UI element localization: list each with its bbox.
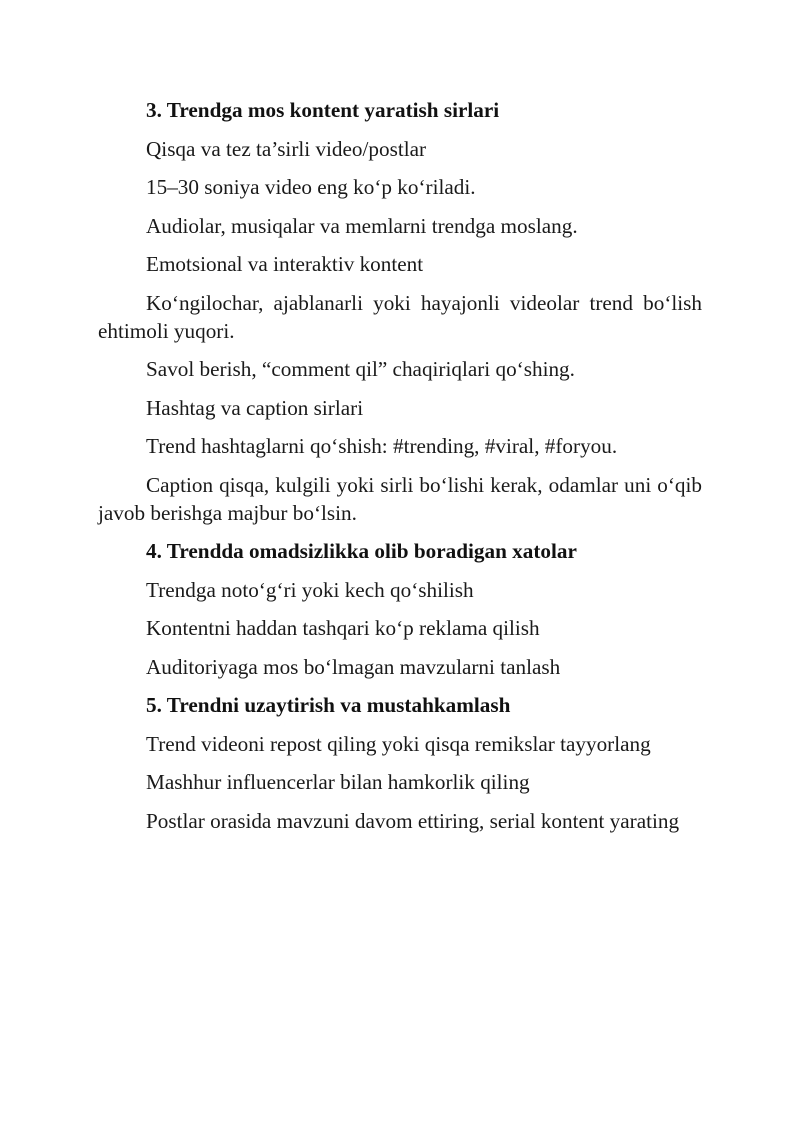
paragraph: Kontentni haddan tashqari ko‘p reklama qilish bbox=[146, 616, 540, 640]
paragraph: Mashhur influencerlar bilan hamkorlik qiling bbox=[146, 770, 530, 794]
section-heading-5: 5. Trendni uzaytirish va mustahkamlash bbox=[146, 693, 511, 717]
section-heading-3: 3. Trendga mos kontent yaratish sirlari bbox=[146, 98, 500, 122]
paragraph: Postlar orasida mavzuni davom ettiring, serial kontent yarating bbox=[146, 808, 680, 833]
paragraph: Trend hashtaglarni qo‘shish: #trending, #viral, #foryou. bbox=[146, 434, 618, 458]
paragraph: 15–30 soniya video eng ko‘p ko‘riladi. bbox=[146, 175, 476, 199]
paragraph: Auditoriyaga mos bo‘lmagan mavzularni tanlash bbox=[146, 654, 561, 679]
document-body bbox=[98, 96, 702, 835]
paragraph: Trendga noto‘g‘ri yoki kech qo‘shilish bbox=[146, 577, 474, 602]
section-heading-4: 4. Trendda omadsizlikka olib boradigan xatolar bbox=[146, 539, 577, 563]
paragraph: Caption qisqa, kulgili yoki sirli bo‘lishi kerak, odamlar uni o‘qib javob berishga majbur bo‘lsin. bbox=[98, 472, 702, 525]
paragraph: Hashtag va caption sirlari bbox=[146, 395, 364, 420]
paragraph: Audiolar, musiqalar va memlarni trendga moslang. bbox=[146, 213, 578, 238]
paragraph: Ko‘ngilochar, ajablanarli yoki hayajonli videolar trend bo‘lish ehtimoli yuqori. bbox=[98, 290, 702, 343]
paragraph: Emotsional va interaktiv kontent bbox=[146, 252, 424, 276]
paragraph: Trend videoni repost qiling yoki qisqa remikslar tayyorlang bbox=[146, 731, 651, 756]
paragraph: Qisqa va tez ta’sirli video/postlar bbox=[146, 136, 427, 161]
paragraph: Savol berish, “comment qil” chaqiriqlari qo‘shing. bbox=[146, 357, 575, 381]
